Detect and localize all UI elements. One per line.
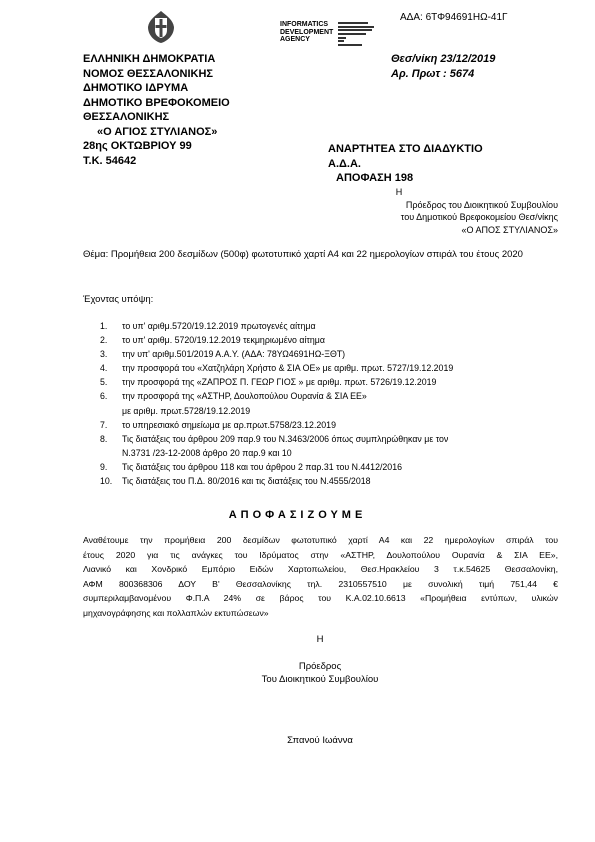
item-text: την προσφορά της «ΑΣΤΗΡ, Δουλοπούλου Ουρανία & ΣΙΑ ΕΕ» [122, 391, 367, 402]
header-line: ΕΛΛΗΝΙΚΗ ΔΗΜΟΚΡΑΤΙΑ [83, 53, 216, 65]
body-line: ΑΦΜ 800368306 ΔΟΥ Β' Θεσσαλονίκης τηλ. 2310557510 με συνολική τιμή 751,44 € [83, 578, 558, 589]
date-protocol [391, 52, 495, 81]
list-item [100, 361, 560, 375]
greek-coat-of-arms-icon [145, 10, 177, 44]
item-number: 4. [100, 363, 108, 374]
item-text: Τις διατάξεις του Π.Δ. 80/2016 και τις διατάξεις του Ν.4555/2018 [122, 476, 371, 487]
list-item [100, 460, 560, 474]
article: Η [395, 187, 403, 197]
item-number: 6. [100, 391, 108, 402]
item-text: το υπ' αριθμ.5720/19.12.2019 πρωτογενές αίτημα [122, 321, 316, 331]
header-line: «Ο ΑΓΙΟΣ ΣΤΥΛΙΑΝΟΣ» [97, 125, 218, 138]
list-item-continuation [100, 446, 560, 460]
considering-heading: Έχοντας υπόψη: [83, 294, 154, 305]
logo-line: AGENCY [280, 36, 310, 43]
item-text: Τις διατάξεις του άρθρου 209 παρ.9 του Ν.3463/2006 όπως συμπληρώθηκαν με τον [122, 433, 449, 444]
list-item [100, 319, 560, 333]
header-line: 28ης ΟΚΤΩΒΡΙΟΥ 99 [83, 140, 192, 152]
decision-number: ΑΠΟΦΑΣΗ 198 [336, 172, 414, 184]
header-line: ΘΕΣΣΑΛΟΝΙΚΗΣ [83, 111, 170, 123]
list-item [100, 333, 560, 347]
list-item [100, 432, 560, 446]
decision-body [83, 533, 558, 620]
item-number: 10. [100, 476, 113, 487]
protocol-number: Αρ. Πρωτ : 5674 [391, 67, 475, 80]
item-number: 7. [100, 419, 108, 430]
item-number: 9. [100, 461, 108, 472]
body-line: έτους 2020 για τις ανάγκες του Ιδρύματος στην «ΑΣΤΗΡ, Δουλοπούλου Ουρανία & ΣΙΑ ΕΕ», [83, 549, 558, 560]
list-item [100, 347, 560, 361]
item-text: την προσφορά του «Χατζηλάρη Χρήστο & ΣΙΑ ΟΕ» με αριθμ. πρωτ. 5727/19.12.2019 [122, 363, 454, 374]
role-line: Πρόεδρος του Διοικητικού Συμβουλίου [405, 199, 558, 210]
header-line: Τ.Κ. 54642 [83, 154, 137, 167]
list-item [100, 418, 560, 432]
role-line: «Ο ΑΠΟΣ ΣΤΥΛΙΑΝΟΣ» [461, 224, 558, 235]
item-number: 2. [100, 335, 108, 346]
issuer-header [83, 52, 230, 168]
body-line: συμπεριλαμβανομένου Φ.Π.Α 24% σε βάρος του Κ.Α.02.10.6613 «Προμήθεια εντύπων, υλικών [83, 593, 558, 603]
header-line: ΔΗΜΟΤΙΚΟ ΙΔΡΥΜΑ [83, 82, 189, 94]
item-text: Ν.3731 /23-12-2008 άρθρο 20 παρ.9 και 10 [122, 447, 292, 458]
considerations-list [100, 319, 560, 488]
item-text: την υπ' αριθμ.501/2019 Α.Α.Υ. (ΑΔΑ: 78ΥΩ4691ΗΩ-ΞΘΤ) [122, 349, 346, 360]
item-text: με αριθμ. πρωτ.5728/19.12.2019 [122, 405, 251, 416]
header-line: ΝΟΜΟΣ ΘΕΣΣΑΛΟΝΙΚΗΣ [83, 67, 214, 80]
subject: Θέμα: Προμήθεια 200 δεσμίδων (500φ) φωτοτυπικό χαρτί Α4 και 22 ημερολογίων σπιράλ του έτους 2020 [83, 249, 523, 260]
list-item [100, 474, 560, 488]
role-line: του Δημοτικού Βρεφοκομείου Θεσ/νίκης [400, 212, 558, 222]
signature-article: Η [316, 634, 324, 645]
body-line: Αναθέτουμε την προμήθεια 200 δεσμίδων φωτοτυπικό χαρτί Α4 και 22 ημερολογίων σπιράλ του [83, 535, 558, 545]
item-text: το υπηρεσιακό σημείωμα με αρ.πρωτ.5758/23.12.2019 [122, 419, 336, 430]
item-text: την προσφορά της «ΖΑΠΡΟΣ Π. ΓΕΩΡ ΓΙΟΣ » με αριθμ. πρωτ. 5726/19.12.2019 [122, 377, 437, 388]
posting-block [328, 142, 483, 186]
informatics-logo [280, 21, 400, 51]
logo-line: DEVELOPMENT [280, 28, 334, 36]
logo-greek-scribble [338, 22, 376, 48]
issuer-role [300, 186, 558, 236]
list-item [100, 375, 560, 389]
logo-line: INFORMATICS [280, 21, 329, 28]
posting-notice: ΑΝΑΡΤΗΤΕΑ ΣΤΟ ΔΙΑΔΥΚΤΙΟ [328, 143, 483, 155]
list-item [100, 389, 560, 403]
signature-subtitle: Του Διοικητικού Συμβουλίου [261, 674, 379, 685]
body-line: μηχανογράφησης και πολλαπλών εκτυπώσεων» [83, 607, 269, 618]
header-line: ΔΗΜΟΤΙΚΟ ΒΡΕΦΟΚΟΜΕΙΟ [83, 96, 230, 109]
decision-title: ΑΠΟΦΑΣΙΖΟΥΜΕ [228, 509, 367, 521]
item-number: 8. [100, 433, 108, 444]
signatory-name: Σπανού Ιωάννα [287, 735, 353, 746]
item-number: 3. [100, 349, 108, 360]
item-text: το υπ' αριθμ. 5720/19.12.2019 τεκμηριωμένο αίτημα [122, 335, 325, 346]
ada-code: ΑΔΑ: 6ΤΦ94691ΗΩ-41Γ [400, 12, 508, 23]
body-line: Λιανικό και Χονδρικό Εμπόριο Ειδών Χαρτοπωλείου, Θεσ.Ηρακλείου 3 τ.κ.54625 Θεσσαλονίκη, [83, 564, 558, 574]
item-text: Τις διατάξεις του άρθρου 118 και του άρθρου 2 παρ.31 του Ν.4412/2016 [122, 461, 402, 472]
document-date: Θεσ/νίκη 23/12/2019 [391, 53, 496, 65]
ada-label: Α.Δ.Α. [328, 157, 361, 170]
signature-title: Πρόεδρος [298, 661, 342, 672]
list-item-continuation [100, 404, 560, 418]
item-number: 5. [100, 377, 108, 388]
item-number: 1. [100, 321, 108, 331]
